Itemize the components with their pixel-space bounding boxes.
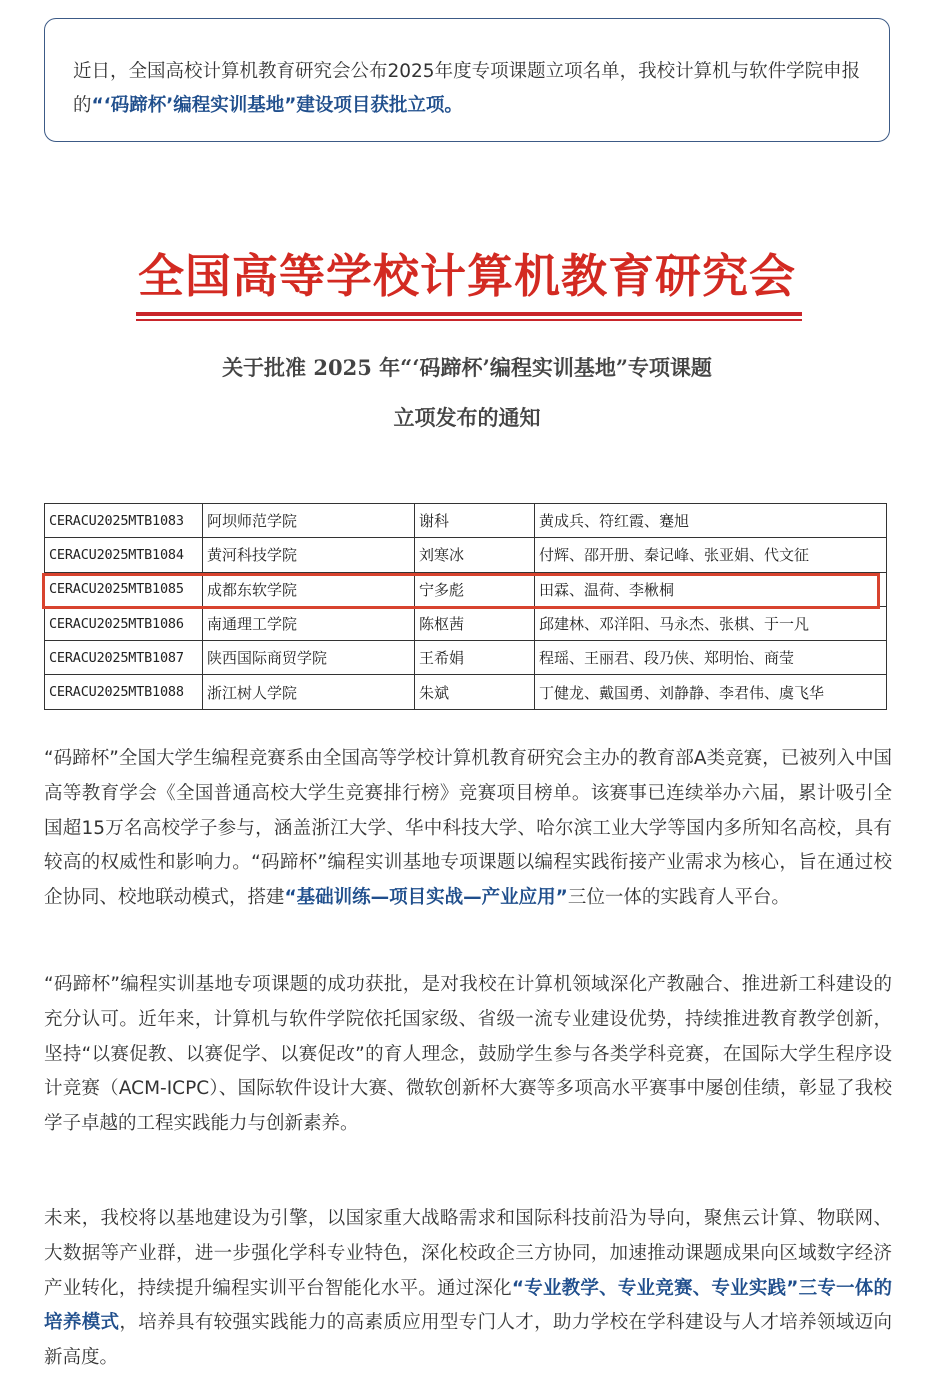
- table-row: [45, 538, 887, 572]
- project-lead: 谢科: [415, 504, 535, 538]
- school-name: 阿坝师范学院: [203, 504, 415, 538]
- paragraph-text: “码蹄杯”全国大学生编程竞赛系由全国高等学校计算机教育研究会主办的教育部A类竞赛，已被列入中国高等教育学会《全国普通高校大学生竞赛排行榜》竞赛项目榜单。该赛事已连续举办六届，累计吸引全国超15万名高校学子参与，涵盖浙江大学、华中科技大学、哈尔滨工业大学等国内多所知名高校，具有较高的权威性和影响力。“码蹄杯”编程实训基地专项课题以编程实践衔接产业需求为核心，旨在通过校企协同、校地联动模式，搭建: [44, 748, 892, 909]
- table-row-highlighted: [45, 572, 887, 606]
- project-lead: 陈枢茜: [415, 606, 535, 640]
- project-lead: 宁多彪: [415, 572, 535, 606]
- table-row: [45, 675, 887, 709]
- project-code: CERACU2025MTB1087: [45, 641, 203, 675]
- project-lead: 王希娟: [415, 641, 535, 675]
- project-code: CERACU2025MTB1083: [45, 504, 203, 538]
- paragraph-text: 未来，我校将以基地建设为引擎，以国家重大战略需求和国际科技前沿为导向，聚焦云计算、物联网、大数据等产业群，进一步强化学科专业特色，深化校政企三方协同，加速推动课题成果向区域数字经济产业转化，持续提升编程实训平台智能化水平。通过深化: [44, 1208, 892, 1299]
- project-lead: 朱斌: [415, 675, 535, 709]
- paragraph-text: “码蹄杯”编程实训基地专项课题的成功获批，是对我校在计算机领域深化产教融合、推进新工科建设的充分认可。近年来，计算机与软件学院依托国家级、省级一流专业建设优势，持续推进教育教学创新，坚持“以赛促教、以赛促学、以赛促改”的育人理念，鼓励学生参与各类学科竞赛，在国际大学生程序设计竞赛（ACM-ICPC）、国际软件设计大赛、微软创新杯大赛等多项高水平赛事中屡创佳绩，彰显了我校学子卓越的工程实践能力与创新素养。: [44, 974, 892, 1135]
- paragraph-highlight: “专业教学、专业竞赛、专业实践”三专一体的培养模式: [44, 1277, 892, 1334]
- team-members: 丁健龙、戴国勇、刘静静、李君伟、虞飞华: [535, 675, 887, 709]
- intro-text: 近日，全国高校计算机教育研究会公布2025年度专项课题立项名单，我校计算机与软件学院申报的: [73, 61, 861, 116]
- project-code: CERACU2025MTB1085: [45, 572, 203, 606]
- red-rule-thin: [136, 319, 802, 321]
- school-name: 浙江树人学院: [203, 675, 415, 709]
- project-lead: 刘寒冰: [415, 538, 535, 572]
- notice-image: [44, 220, 890, 490]
- team-members: 田霖、温荷、李楸桐: [535, 572, 887, 606]
- intro-highlight: “‘码蹄杯’编程实训基地”建设项目获批立项。: [91, 95, 463, 116]
- school-name: 成都东软学院: [203, 572, 415, 606]
- paragraph-highlight: “基础训练—项目实战—产业应用”: [284, 887, 568, 909]
- notice-subtitle-line2: 立项发布的通知: [393, 405, 541, 430]
- team-members: 邱建林、邓洋阳、马永杰、张棋、于一凡: [535, 606, 887, 640]
- project-code: CERACU2025MTB1086: [45, 606, 203, 640]
- project-code: CERACU2025MTB1088: [45, 675, 203, 709]
- paragraph-competition-intro: [44, 742, 892, 916]
- approval-table: [44, 503, 887, 710]
- school-name: 南通理工学院: [203, 606, 415, 640]
- paragraph-future: [44, 1202, 892, 1376]
- team-members: 黄成兵、符红霞、蹇旭: [535, 504, 887, 538]
- paragraph-text: 三位一体的实践育人平台。: [567, 887, 790, 909]
- team-members: 付辉、邵开册、秦记峰、张亚娟、代文征: [535, 538, 887, 572]
- project-code: CERACU2025MTB1084: [45, 538, 203, 572]
- paragraph-significance: [44, 968, 892, 1142]
- team-members: 程瑶、王丽君、段乃侠、郑明怡、商莹: [535, 641, 887, 675]
- school-name: 黄河科技学院: [203, 538, 415, 572]
- school-name: 陕西国际商贸学院: [203, 641, 415, 675]
- table-row: [45, 641, 887, 675]
- notice-subtitle-line1: 关于批准 2025 年“‘码蹄杯’编程实训基地”专项课题: [222, 355, 712, 380]
- paragraph-text: ，培养具有较强实践能力的高素质应用型专门人才，助力学校在学科建设与人才培养领域迈向新高度。: [44, 1312, 892, 1369]
- intro-callout: [44, 18, 890, 142]
- red-rule: [136, 312, 802, 316]
- table-row: [45, 606, 887, 640]
- org-title: 全国高等学校计算机教育研究会: [138, 249, 796, 303]
- table-row: [45, 504, 887, 538]
